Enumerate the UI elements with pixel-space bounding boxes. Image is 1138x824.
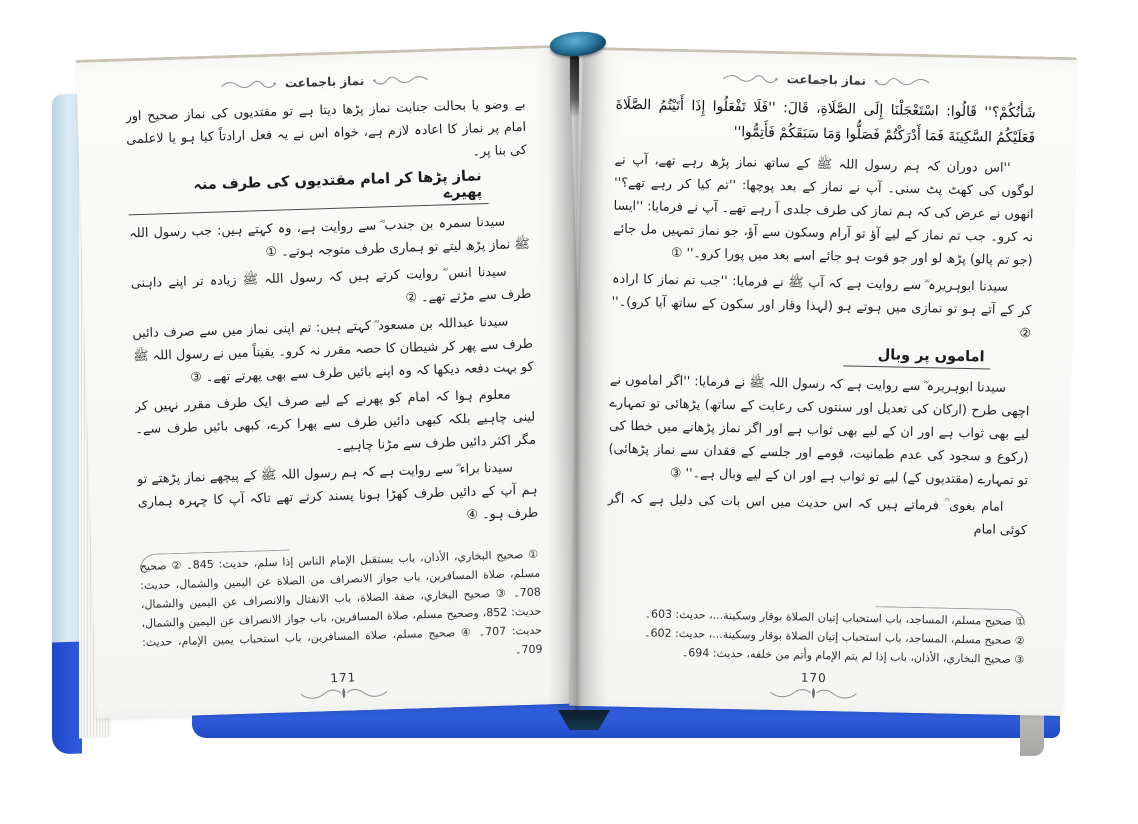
body-paragraph: سیدنا ابوہریرہ ؓ سے روایت ہے کہ رسول اللہ ﷺ نے فرمایا: ''اگر اماموں نے اچھی طرح (ارکان کی تعدیل اور سنتوں کی رعایت کے ساتھ) پڑھائی تو تمہارے لیے بھی ثواب ہے اور ان کے لیے بھی ثواب ہے اور اگر نماز پڑھانے میں خطا کی (رکوع و سجود کی عدم طمانیت، قومے اور جلسے کے فقدان سے نماز پڑھائی) تو تمہارے (مقتدیوں کے) لیے تو ثواب ہے اور ان کے لیے وبال ہے۔'' ③ (608, 372, 1030, 489)
book-cover-left-edge (52, 93, 82, 650)
body-paragraph: امام بغوی ؒ فرماتے ہیں کہ اس حدیث میں اس بات کی دلیل ہے کہ اگر کوئی امام (607, 491, 1028, 539)
page-number-block (143, 665, 544, 708)
running-header (616, 69, 1036, 92)
header-ornament-icon (372, 73, 428, 87)
arabic-hadith-quote: شَأْنُكُمْ؟'' قَالُوا: اسْتَعْجَلْنَا إِلَى الصَّلَاةِ، قَالَ: ''فَلَا تَفْعَلُوا إِذَا أَتَيْتُمُ الصَّلَاةَ فَعَلَيْكُمُ السَّكِينَةَ فَمَا أَدْرَكْتُمْ فَصَلُّوا وَمَا سَبَقَكُمْ فَأَتِمُّوا'' (615, 96, 1036, 147)
body-paragraph: سیدنا براء ؓ سے روایت ہے کہ ہم رسول اللہ ﷺ کے پیچھے نماز پڑھتے تو ہم آپ کے دائیں طرف کھڑا ہونا پسند کرتے تھے تاکہ آپ کا چہرہ ہماری طرف ہو۔ ④ (136, 460, 539, 523)
left-page-footer (139, 540, 544, 707)
left-page (76, 44, 590, 718)
footnote-line: ① صحيح مسلم، المساجد، باب استحباب إتيان الصلاة بوقار وسكينة...، حديث: 603۔ (644, 607, 1026, 629)
right-page-body (605, 93, 1036, 608)
page-number-flourish-icon (768, 684, 858, 702)
body-paragraph: ''اس دوران کہ ہم رسول اللہ ﷺ کے ساتھ نماز پڑھ رہے تھے، آپ نے لوگوں کی کھٹ پٹ سنی۔ آپ نے نماز کے بعد پوچھا: ''تم کیا کر رہے تھے؟'' انھوں نے عرض کی کہ ہم نماز کی طرف جلدی آ رہے تھے۔ آپ نے فرمایا: ''ایسا نہ کرو۔ جب تم نماز کے لیے آؤ تو آرام وسکون سے آؤ، جو نماز تمہیں مل جائے (جو تم پالو) پڑھ لو اور جو فوت ہو جائے اسے بعد میں پورا کرو۔'' ① (612, 152, 1035, 269)
body-paragraph: سیدنا عبداللہ بن مسعود ؓ کہتے ہیں: تم اپنی نماز میں سے صرف دائیں طرف سے پھر کر شیطان کا حصہ مقرر نہ کرو۔ یقیناً میں نے رسول اللہ ﷺ کو بہت دفعہ دیکھا کہ وہ اپنے بائیں طرف سے بھی پھرتے تھے۔ ③ (132, 314, 534, 386)
right-page-footer (603, 598, 1025, 705)
footnotes: ① صحيح البخاري، الأذان، باب يستقبل الإمام الناس إذا سلم، حديث: 845۔ ② صحيح مسلم، صلاة المسافرين، باب جواز الانصراف من الصلاة عن اليمين والشمال، حديث: 708۔ ③ صحيح البخاري، صفة الصلاة، باب الانفتال والانصراف عن اليمين والشمال، حديث: 852، وصحيح مسلم، صلاة المسافرين، باب جواز الانصراف عن اليمين والشمال، حديث: 707۔ ④ صحيح مسلم، صلاة المسافرين، باب استحباب يمين الإمام، حديث: 709۔ (139, 547, 543, 657)
running-header-title: نماز باجماعت (284, 73, 365, 91)
header-ornament-icon (723, 72, 779, 85)
footnote-line: ② صحيح مسلم، المساجد، باب استحباب إتيان الصلاة بوقار وسكينة...، حديث: 602۔ (644, 626, 1025, 648)
header-ornament-icon (874, 75, 930, 88)
body-paragraph: سیدنا انس ؓ روایت کرتے ہیں کہ رسول اللہ ﷺ زیادہ تر اپنے داہنی طرف سے مڑتے تھے۔ ② (130, 264, 532, 306)
page-number-flourish-icon (299, 683, 389, 702)
open-book (52, 24, 1054, 766)
running-header (124, 69, 524, 96)
body-paragraph: سیدنا ابوہریرہ ؓ سے روایت ہے کہ آپ ﷺ نے فرمایا: ''جب تم نماز کا ارادہ کر کے آتے ہو تو نمازی میں ہوتے ہو (لہذا وقار اور سکون کے ساتھ آیا کرو)۔'' ② (611, 271, 1032, 342)
running-header-title: نماز باجماعت (786, 72, 867, 88)
body-paragraph: سیدنا سمرہ بن جندب ؓ سے روایت ہے، وہ کہتے ہیں: جب رسول اللہ ﷺ نماز پڑھ لیتے تو ہماری طرف متوجہ ہوتے۔ ① (129, 214, 531, 261)
book-cover-left-corner (52, 641, 82, 754)
body-paragraph: معلوم ہوا کہ امام کو پھرنے کے لیے صرف ایک طرف مقرر نہیں کر لینی چاہیے بلکہ کبھی دائیں طرف سے پھرا کرے، کبھی بائیں طرف سے۔ مگر اکثر دائیں طرف سے مڑنا چاہیے۔ (134, 387, 537, 454)
page-number: 170 (800, 670, 827, 686)
section-heading: اماموں پر وبال (843, 346, 990, 369)
right-page (569, 47, 1077, 716)
footnote-line: ③ صحيح البخاري، الأذان، باب إذا لم يتم الإمام وأتم من خلفه، حديث: 694۔ (681, 646, 1025, 667)
header-ornament-icon (221, 78, 277, 92)
left-page-body (125, 93, 539, 552)
right-page-content (569, 50, 1077, 716)
left-page-content (76, 47, 590, 718)
footnotes (604, 603, 1025, 669)
spine-gap (570, 54, 579, 118)
page-number-block (603, 666, 1024, 705)
page-number: 171 (330, 670, 357, 686)
body-paragraph: بے وضو یا بحالت جنابت نماز پڑھا دیتا ہے تو مقتدیوں کی نماز صحیح اور امام پر نماز کا اعادہ لازم ہے، خواہ اس نے یہ فعل ارادتاً کیا ہو یا لاعلمی کی بنا پر۔ (125, 96, 528, 160)
section-heading: نماز پڑھا کر امام مقتدیوں کی طرف منہ پھیرے (128, 168, 489, 215)
